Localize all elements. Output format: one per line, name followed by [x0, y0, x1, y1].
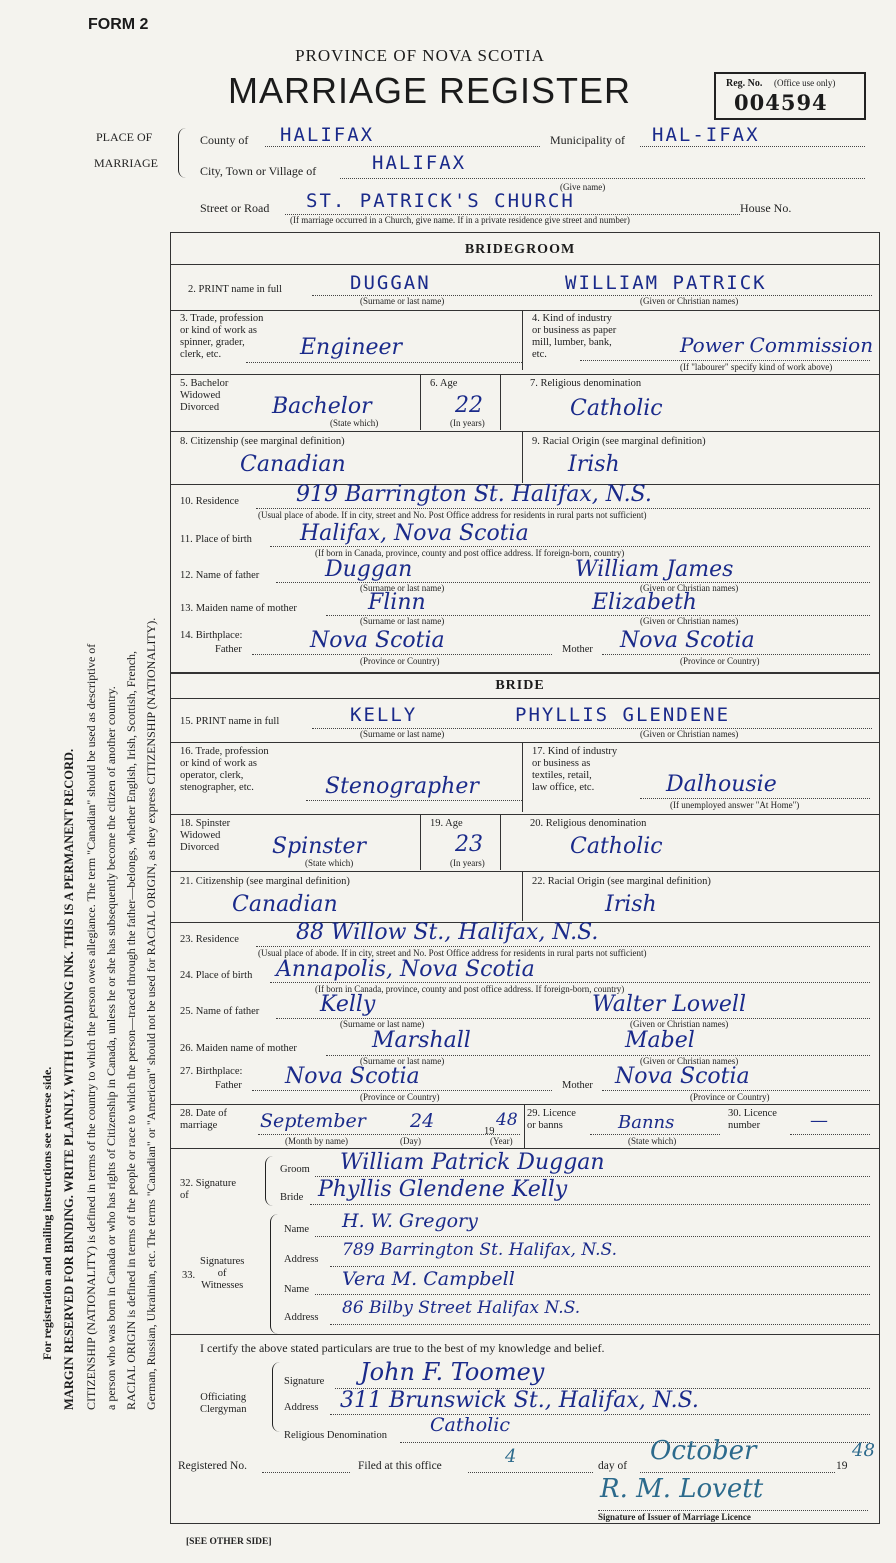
- county-value: HALIFAX: [280, 124, 375, 146]
- date-bottom-rule: [170, 1148, 879, 1149]
- street-value: ST. PATRICK'S CHURCH: [306, 190, 575, 212]
- clergy-brace: [272, 1362, 281, 1432]
- filed-label: Filed at this office: [358, 1460, 442, 1472]
- issuer-caption: Signature of Issuer of Marriage Licence: [598, 1512, 751, 1522]
- bride-age-caption: (In years): [450, 858, 485, 868]
- bride-surname: KELLY: [350, 704, 418, 726]
- groom-mother-surname: Flinn: [368, 590, 426, 615]
- marriage-day: 24: [410, 1110, 435, 1132]
- certify-statement: I certify the above stated particulars are true to the best of my knowledge and belief.: [200, 1341, 605, 1355]
- groom-mother-birthplace: Nova Scotia: [620, 628, 755, 653]
- bride-given-caption: (Given or Christian names): [640, 729, 739, 739]
- groom-head-rule: [170, 264, 879, 265]
- bride-father-surname: Kelly: [320, 992, 376, 1017]
- groom-name-label: [188, 284, 282, 296]
- margin-racial-2: German, Russian, Ukrainian, etc. The terms "Canadian" or "American" should not be used for RACIAL ORIGIN, as they express CITIZENSHIP (NATIONALITY).: [144, 617, 158, 1410]
- bride-trade: Stenographer: [325, 774, 479, 799]
- clergy-religion: Catholic: [430, 1414, 510, 1436]
- groom-citizenship: Canadian: [240, 452, 346, 477]
- bride-citizenship-label: 21. Citizenship (see marginal definition): [180, 876, 350, 887]
- margin-racial-1: RACIAL ORIGIN is defined in terms of the people or race to which the person—traced through the father—belongs, whether English, Irish, Scottish, French,: [124, 650, 138, 1410]
- groom-industry-line: [580, 360, 870, 361]
- witness1-name-label: Name: [284, 1224, 310, 1235]
- rule-18: [170, 814, 879, 815]
- bride-residence-caption: (Usual place of abode. If in city, street and No. Post Office address for residents in rural parts not sufficient): [258, 948, 647, 958]
- rule-8: [170, 431, 879, 432]
- filed-day-line: [468, 1472, 593, 1473]
- rule-19-20-divider: [500, 814, 501, 870]
- rule-3-4-divider: [522, 310, 523, 370]
- rule-5-6-divider: [420, 374, 421, 430]
- groom-religion: Catholic: [570, 396, 663, 421]
- groom-mother-label: 13. Maiden name of mother: [180, 603, 297, 614]
- groom-trade: Engineer: [300, 335, 403, 360]
- groom-religion-label: 7. Religious denomination: [530, 378, 642, 389]
- groom-mother-birth-caption: (Province or Country): [680, 656, 760, 666]
- bride-birthplace-label: 24. Place of birth: [180, 970, 253, 981]
- signature-brace: [265, 1156, 274, 1206]
- bride-sig-line: [310, 1204, 870, 1205]
- witness-bottom-rule: [170, 1334, 879, 1335]
- clergy-label: Officiating Clergyman: [200, 1392, 247, 1415]
- filed-year: 48: [852, 1440, 875, 1461]
- bride-given: PHYLLIS GLENDENE: [515, 704, 731, 726]
- county-label: County of: [200, 133, 249, 147]
- groom-trade-label: 3. Trade, profession or kind of work as spinner, grader, clerk, etc.: [180, 313, 264, 360]
- bridegroom-heading: BRIDEGROOM: [464, 242, 576, 257]
- marriage-month: September: [260, 1110, 366, 1132]
- marriage-year-prefix: 19: [484, 1126, 495, 1137]
- signature-label: 32. Signature of: [180, 1178, 236, 1201]
- give-name-caption: (Give name): [560, 182, 606, 192]
- filed-month-line: [640, 1472, 835, 1473]
- bride-age: 23: [455, 832, 483, 857]
- groom-racial: Irish: [568, 452, 620, 477]
- place-brace: [178, 128, 189, 178]
- bride-mother-birth-line: [602, 1090, 870, 1091]
- bride-citizenship: Canadian: [232, 892, 338, 917]
- witness-number: 33.: [182, 1270, 196, 1281]
- day-of-label: day of: [598, 1460, 628, 1472]
- clergy-address-line: [330, 1414, 870, 1415]
- bride-religion-label: 20. Religious denomination: [530, 818, 647, 829]
- registered-label: Registered No.: [178, 1460, 247, 1472]
- bride-residence-line: [256, 946, 870, 947]
- marriage-month-caption: (Month by name): [285, 1136, 348, 1146]
- bride-father-birth-line: [252, 1090, 552, 1091]
- bride-father-label: 25. Name of father: [180, 1006, 260, 1017]
- groom-signature: William Patrick Duggan: [340, 1150, 605, 1175]
- groom-industry-caption: (If "labourer" specify kind of work above): [680, 362, 833, 372]
- bride-trade-label: 16. Trade, profession or kind of work as operator, clerk, stenographer, etc.: [180, 746, 269, 793]
- groom-mother-birth-label: Mother: [562, 644, 593, 655]
- clergy-sig-label: Signature: [284, 1376, 325, 1387]
- reg-number: 004594: [734, 90, 828, 115]
- clergy-religion-label: Religious Denomination: [284, 1430, 387, 1441]
- groom-father-birth-label: Father: [215, 644, 242, 655]
- city-label: City, Town or Village of: [200, 164, 317, 178]
- groom-citizenship-label: 8. Citizenship (see marginal definition): [180, 436, 345, 447]
- rule-3: [170, 310, 879, 311]
- bride-father-surname-caption: (Surname or last name): [340, 1019, 425, 1029]
- groom-industry-label: 4. Kind of industry or business as paper mill, lumber, bank, etc.: [532, 313, 617, 360]
- groom-given-caption: (Given or Christian names): [640, 296, 739, 306]
- bride-racial: Irish: [605, 892, 657, 917]
- issuer-line: [598, 1510, 868, 1511]
- groom-residence-caption: (Usual place of abode. If in city, street and No. Post Office address for residents in rural parts not sufficient): [258, 510, 647, 520]
- witness-label: Signatures of Witnesses: [200, 1256, 245, 1291]
- rule-6-7-divider: [500, 374, 501, 430]
- bride-birthplace: Annapolis, Nova Scotia: [276, 957, 535, 982]
- witness1-address: 789 Barrington St. Halifax, N.S.: [342, 1240, 617, 1260]
- bride-father-birth-caption: (Province or Country): [360, 1092, 440, 1102]
- bride-industry-line: [640, 798, 870, 799]
- margin-binding-notice: MARGIN RESERVED FOR BINDING. WRITE PLAINLY, WITH UNFADING INK. THIS IS A PERMANENT RECORD.: [62, 748, 76, 1410]
- reg-number-box: [714, 72, 866, 120]
- groom-mother-given: Elizabeth: [592, 590, 697, 615]
- groom-father-label: 12. Name of father: [180, 570, 260, 581]
- groom-father-given-caption: (Given or Christian names): [640, 583, 739, 593]
- witness2-name: Vera M. Campbell: [342, 1268, 515, 1290]
- licence-label: 29. Licence or banns: [527, 1108, 576, 1131]
- bride-mother-given: Mabel: [625, 1028, 695, 1053]
- rule-21: [170, 871, 879, 872]
- witness2-address-label: Address: [284, 1312, 319, 1323]
- bride-industry: Dalhousie: [666, 772, 777, 797]
- street-note: (If marriage occurred in a Church, give name. If in a private residence give street and number): [290, 215, 630, 225]
- groom-status: Bachelor: [272, 394, 372, 419]
- bride-heading: BRIDE: [495, 678, 545, 693]
- witness2-address: 86 Bilby Street Halifax N.S.: [342, 1298, 581, 1318]
- rule-16: [170, 742, 879, 743]
- issuer-signature: R. M. Lovett: [600, 1474, 764, 1504]
- groom-surname-caption: (Surname or last name): [360, 296, 445, 306]
- rule-8-9-divider: [522, 431, 523, 483]
- margin-citizenship-1: CITIZENSHIP (NATIONALITY) is defined in terms of the country to which the person owes allegiance. The term "Canadian" should be used as descriptive of: [84, 643, 98, 1410]
- groom-age: 22: [455, 393, 483, 418]
- bride-racial-label: 22. Racial Origin (see marginal definition): [532, 876, 711, 887]
- bride-parents-birthplace-label: 27. Birthplace:: [180, 1066, 243, 1077]
- marriage-date-line: [258, 1134, 520, 1135]
- groom-birthplace-line: [270, 546, 870, 547]
- bride-residence-label: 23. Residence: [180, 934, 239, 945]
- margin-instructions: For registration and mailing instructions see reverse side.: [40, 1066, 54, 1360]
- groom-father-birthplace: Nova Scotia: [310, 628, 445, 653]
- county-line: [265, 146, 540, 147]
- groom-father-surname: Duggan: [325, 557, 413, 582]
- groom-status-caption: (State which): [330, 418, 379, 428]
- groom-status-label: 5. Bachelor Widowed Divorced: [180, 378, 229, 413]
- see-other-side: [SEE OTHER SIDE]: [186, 1537, 272, 1547]
- marriage-year-caption: (Year): [490, 1136, 513, 1146]
- registered-line: [262, 1472, 350, 1473]
- groom-residence-label: 10. Residence: [180, 496, 239, 507]
- licence-number-label: 30. Licence number: [728, 1108, 777, 1131]
- bride-father-given-caption: (Given or Christian names): [630, 1019, 729, 1029]
- filed-year-prefix: 19: [836, 1460, 848, 1472]
- bride-status: Spinster: [272, 834, 367, 859]
- witness1-address-line: [330, 1266, 870, 1267]
- bride-mother-label: 26. Maiden name of mother: [180, 1043, 297, 1054]
- bride-mother-birth-caption: (Province or Country): [690, 1092, 770, 1102]
- clergy-religion-line: [400, 1442, 870, 1443]
- groom-mother-birth-line: [602, 654, 870, 655]
- bride-mother-surname: Marshall: [372, 1028, 471, 1053]
- bride-industry-caption: (If unemployed answer "At Home"): [670, 800, 800, 810]
- bride-age-label: 19. Age: [430, 818, 463, 829]
- witness2-name-label: Name: [284, 1284, 310, 1295]
- bride-sig-label: Bride: [280, 1192, 304, 1203]
- reg-note: (Office use only): [774, 78, 836, 88]
- witness1-name-line: [315, 1236, 870, 1237]
- witness-brace: [270, 1214, 279, 1334]
- groom-father-given: William James: [575, 557, 734, 582]
- province-title: PROVINCE OF NOVA SCOTIA: [295, 46, 545, 65]
- groom-mother-surname-caption: (Surname or last name): [360, 616, 445, 626]
- marriage-year: 48: [496, 1110, 518, 1130]
- rule-18-19-divider: [420, 814, 421, 870]
- groom-birthplace-label: 11. Place of birth: [180, 534, 252, 545]
- groom-trade-line: [246, 362, 522, 363]
- witness2-address-line: [330, 1324, 870, 1325]
- bride-surname-caption: (Surname or last name): [360, 729, 445, 739]
- margin-citizenship-2: a person who was born in Canada or who has rights of Citizenship in Canada, unless he or she has subsequently become the citizen of another country.: [104, 686, 118, 1410]
- bride-trade-line: [306, 800, 522, 801]
- witness1-address-label: Address: [284, 1254, 319, 1265]
- reg-label: Reg. No.: [726, 78, 763, 89]
- page-title: MARRIAGE REGISTER: [228, 70, 632, 111]
- groom-mother-given-caption: (Given or Christian names): [640, 616, 739, 626]
- bride-father-given: Walter Lowell: [592, 992, 746, 1017]
- licence-line: [590, 1134, 720, 1135]
- place-label-1: PLACE OF: [96, 130, 153, 144]
- rule-5: [170, 374, 879, 375]
- groom-father-birth-line: [252, 654, 552, 655]
- witness1-name: H. W. Gregory: [342, 1210, 478, 1232]
- bride-mother-birthplace: Nova Scotia: [615, 1064, 750, 1089]
- licence-caption: (State which): [628, 1136, 677, 1146]
- groom-industry: Power Commission: [680, 333, 874, 357]
- groom-age-caption: (In years): [450, 418, 485, 428]
- groom-given: WILLIAM PATRICK: [565, 272, 767, 294]
- groom-age-label: 6. Age: [430, 378, 458, 389]
- city-line: [340, 178, 865, 179]
- municipality-label: Municipality of: [550, 133, 625, 147]
- groom-bottom-rule: [170, 672, 879, 674]
- bride-birthplace-line: [270, 982, 870, 983]
- bride-father-birthplace: Nova Scotia: [285, 1064, 420, 1089]
- marriage-date-label: 28. Date of marriage: [180, 1108, 227, 1131]
- bride-industry-label: 17. Kind of industry or business as textiles, retail, law office, etc.: [532, 746, 618, 793]
- filed-day: 4: [505, 1446, 517, 1467]
- groom-residence: 919 Barrington St. Halifax, N.S.: [296, 482, 652, 507]
- form-number: FORM 2: [88, 16, 149, 33]
- municipality-line: [640, 146, 865, 147]
- bride-status-label: 18. Spinster Widowed Divorced: [180, 818, 231, 853]
- bride-religion: Catholic: [570, 834, 663, 859]
- bride-mother-given-caption: (Given or Christian names): [640, 1056, 739, 1066]
- rule-21-22-divider: [522, 871, 523, 921]
- bride-father-birth-label: Father: [215, 1080, 242, 1091]
- groom-father-surname-caption: (Surname or last name): [360, 583, 445, 593]
- rule-16-17-divider: [522, 742, 523, 812]
- groom-father-birth-caption: (Province or Country): [360, 656, 440, 666]
- licence-value: Banns: [618, 1112, 675, 1133]
- bride-residence: 88 Willow St., Halifax, N.S.: [296, 920, 599, 945]
- city-value: HALIFAX: [372, 152, 467, 174]
- licence-number: —: [810, 1110, 828, 1131]
- groom-name-label-text: 2. PRINT name in full: [188, 284, 283, 295]
- bride-head-rule: [170, 698, 879, 699]
- groom-racial-label: 9. Racial Origin (see marginal definition): [532, 436, 706, 447]
- groom-birthplace-caption: (If born in Canada, province, county and post office address. If foreign-born, country): [315, 548, 625, 558]
- filed-month: October: [650, 1436, 757, 1466]
- municipality-value: HAL-IFAX: [652, 124, 760, 146]
- bride-name-label: 15. PRINT name in full: [180, 716, 280, 727]
- street-label: Street or Road: [200, 201, 270, 215]
- groom-residence-line: [256, 508, 870, 509]
- clergy-address: 311 Brunswick St., Halifax, N.S.: [340, 1388, 699, 1413]
- groom-sig-label: Groom: [280, 1164, 310, 1175]
- clergy-address-label: Address: [284, 1402, 319, 1413]
- groom-surname: DUGGAN: [350, 272, 431, 294]
- rule-28-29-divider: [524, 1104, 525, 1148]
- clergy-signature: John F. Toomey: [360, 1358, 545, 1386]
- licence-number-line: [790, 1134, 870, 1135]
- bride-status-caption: (State which): [305, 858, 354, 868]
- marriage-day-caption: (Day): [400, 1136, 421, 1146]
- bride-birthplace-caption: (If born in Canada, province, county and post office address. If foreign-born, country): [315, 984, 625, 994]
- witness2-name-line: [315, 1294, 870, 1295]
- house-label: House No.: [740, 201, 792, 215]
- groom-parents-birthplace-label: 14. Birthplace:: [180, 630, 243, 641]
- bride-signature: Phyllis Glendene Kelly: [318, 1177, 568, 1202]
- bride-mother-birth-label: Mother: [562, 1080, 593, 1091]
- bride-mother-surname-caption: (Surname or last name): [360, 1056, 445, 1066]
- groom-birthplace: Halifax, Nova Scotia: [300, 521, 529, 546]
- place-label-2: MARRIAGE: [94, 156, 159, 170]
